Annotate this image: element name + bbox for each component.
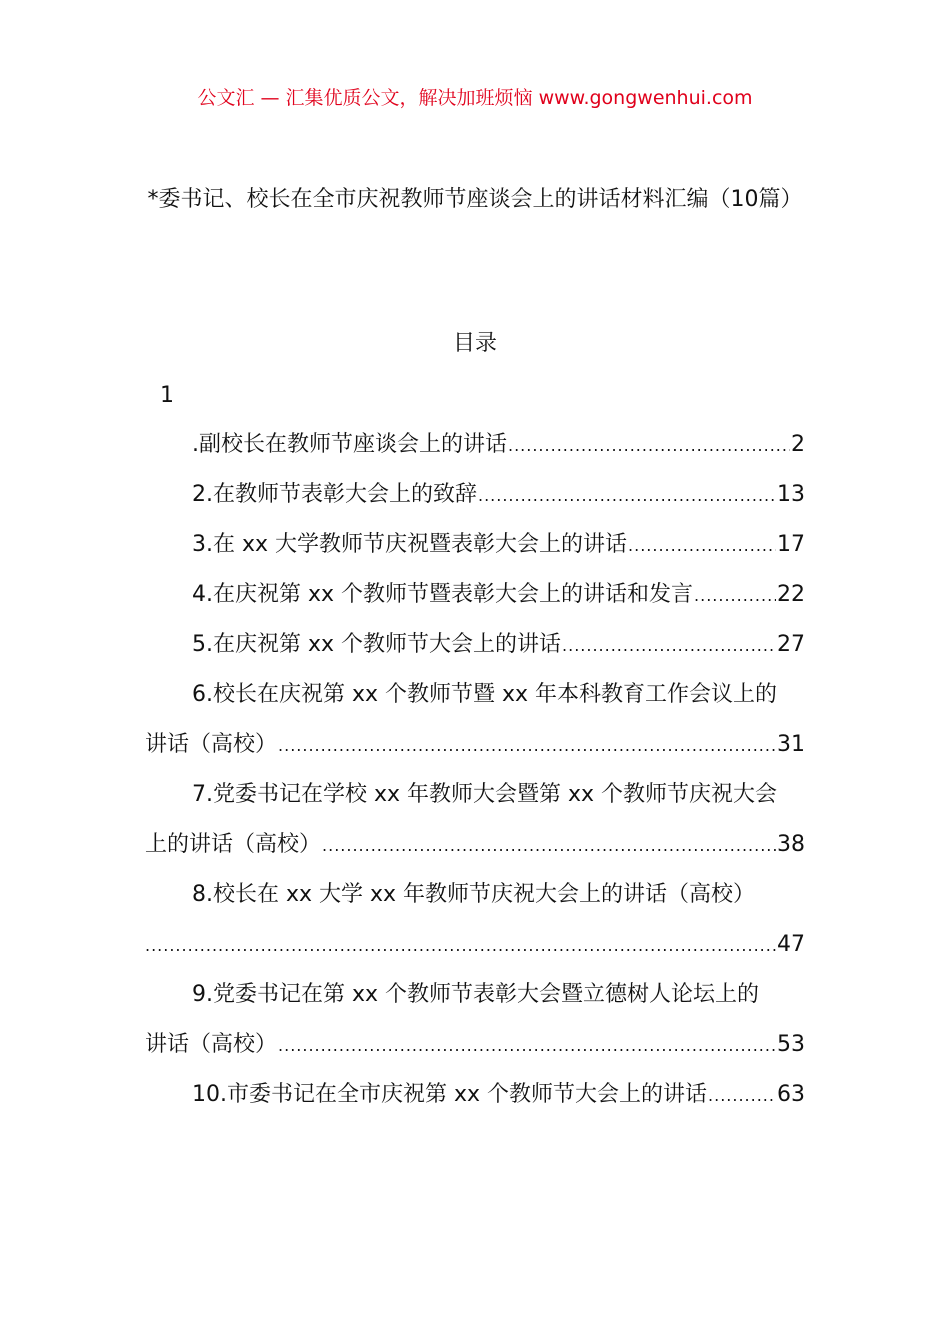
toc-page-number: 31: [777, 732, 805, 757]
toc-entry[interactable]: 2.在教师节表彰大会上的致辞 ..... 13: [145, 475, 805, 525]
toc-entry[interactable]: 8.校长在 xx 大学 xx 年教师节庆祝大会上的讲话（高校）: [192, 882, 756, 907]
document-title: *委书记、校长在全市庆祝教师节座谈会上的讲话材料汇编（10篇）: [147, 187, 803, 212]
toc-page-number: 27: [777, 632, 805, 657]
toc-heading: 目录: [452, 331, 497, 356]
toc-entry[interactable]: 9.党委书记在第 xx 个教师节表彰大会暨立德树人论坛上的: [192, 982, 760, 1007]
toc-page-number: 22: [777, 582, 805, 607]
toc-entry[interactable]: 4.在庆祝第 xx 个教师节暨表彰大会上的讲话和发言 ..... 22: [145, 575, 805, 625]
toc-page-number: 38: [777, 832, 805, 857]
table-of-contents: [145, 425, 805, 1125]
toc-entry[interactable]: .副校长在教师节座谈会上的讲话 ..... 2: [145, 425, 805, 475]
toc-page-number: 13: [777, 482, 805, 507]
toc-entry[interactable]: 7.党委书记在学校 xx 年教师大会暨第 xx 个教师节庆祝大会: [192, 782, 778, 807]
toc-page-number: 53: [777, 1032, 805, 1057]
toc-entry[interactable]: 5.在庆祝第 xx 个教师节大会上的讲话 ..... 27: [145, 625, 805, 675]
toc-orphan-number: 1: [160, 383, 174, 408]
toc-entry[interactable]: 6.校长在庆祝第 xx 个教师节暨 xx 年本科教育工作会议上的: [192, 682, 778, 707]
toc-entry-continuation[interactable]: 讲话（高校） ..... 53: [145, 1025, 805, 1075]
toc-page-number: 47: [777, 932, 805, 957]
toc-entry[interactable]: 10.市委书记在全市庆祝第 xx 个教师节大会上的讲话 ..... 63: [145, 1075, 805, 1125]
header-banner: 公文汇 — 汇集优质公文，解决加班烦恼 www.gongwenhui.com: [197, 87, 753, 109]
toc-page-number: 63: [777, 1082, 805, 1107]
toc-entry-continuation[interactable]: [145, 925, 805, 975]
toc-entry-continuation[interactable]: 上的讲话（高校） ..... 38: [145, 825, 805, 875]
toc-entry[interactable]: 3.在 xx 大学教师节庆祝暨表彰大会上的讲话 ..... 17: [145, 525, 805, 575]
toc-entry-continuation[interactable]: 讲话（高校） ..... 31: [145, 725, 805, 775]
toc-page-number: 17: [777, 532, 805, 557]
toc-page-number: 2: [791, 432, 805, 457]
